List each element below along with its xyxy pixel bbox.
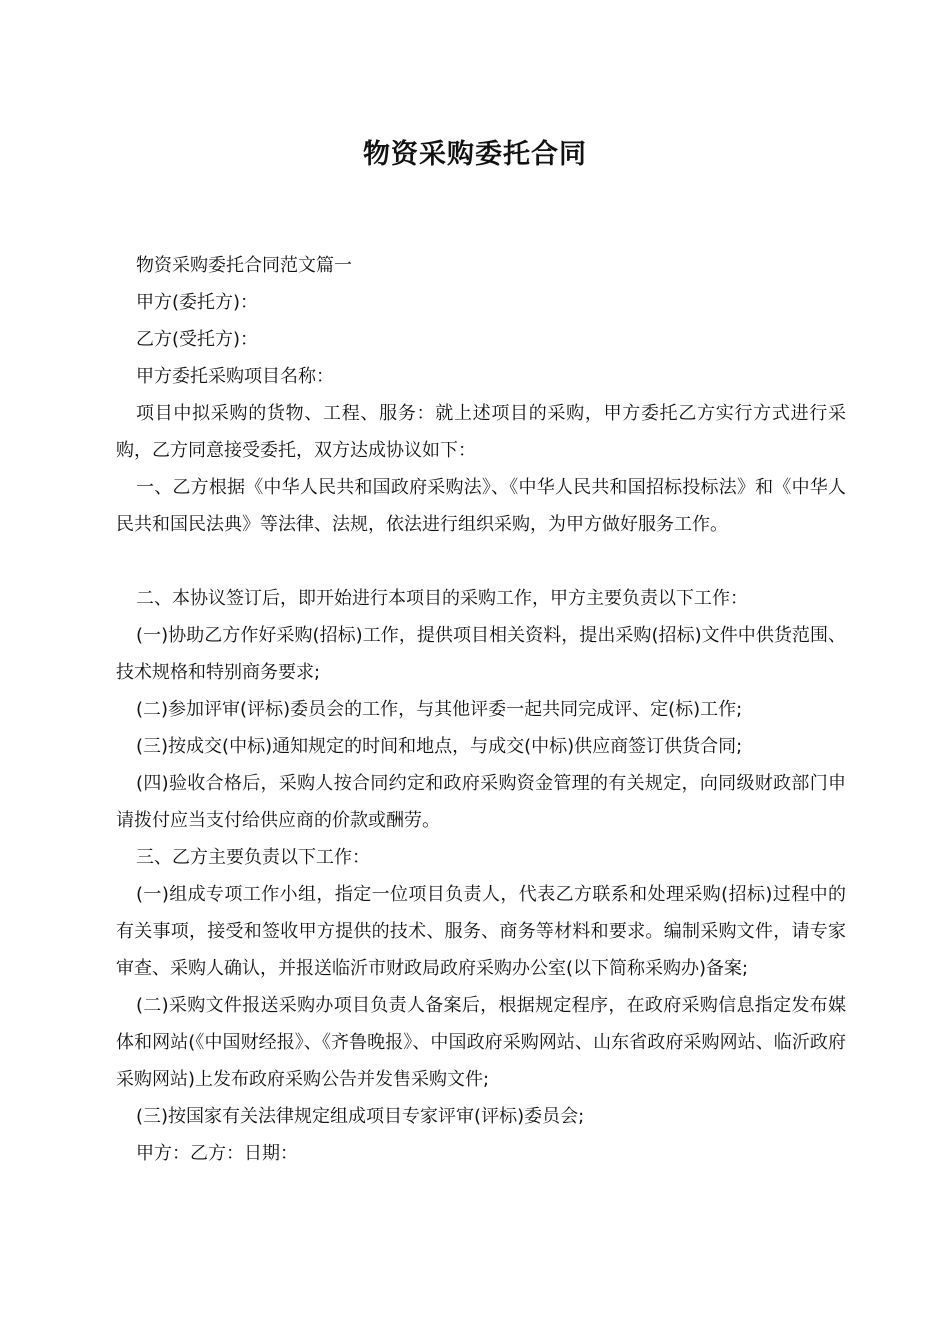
paragraph-heading: 物资采购委托合同范文篇一 xyxy=(136,255,352,276)
document-body xyxy=(116,247,846,1172)
paragraph-clause-1: 一、乙方根据《中华人民共和国政府采购法》、《中华人民共和国招标投标法》和《中华人民共和国民法典》等法律、法规，依法进行组织采购，为甲方做好服务工作。 xyxy=(116,477,846,535)
paragraph-signature-line: 甲方：乙方：日期： xyxy=(136,1143,298,1164)
paragraph-clause-2-4: (四)验收合格后，采购人按合同约定和政府采购资金管理的有关规定，向同级财政部门申请拨付应当支付给供应商的价款或酬劳。 xyxy=(116,773,846,831)
paragraph-party-b: 乙方(受托方)： xyxy=(136,329,259,350)
paragraph-intro: 项目中拟采购的货物、工程、服务：就上述项目的采购，甲方委托乙方实行方式进行采购，乙方同意接受委托，双方达成协议如下： xyxy=(116,403,846,461)
paragraph-clause-2-2: (二)参加评审(评标)委员会的工作，与其他评委一起共同完成评、定(标)工作; xyxy=(136,699,743,720)
paragraph-clause-2-3: (三)按成交(中标)通知规定的时间和地点，与成交(中标)供应商签订供货合同; xyxy=(136,736,743,757)
paragraph-clause-3: 三、乙方主要负责以下工作： xyxy=(136,847,370,868)
paragraph-clause-3-3: (三)按国家有关法律规定组成项目专家评审(评标)委员会; xyxy=(136,1106,585,1127)
paragraph-clause-3-1: (一)组成专项工作小组，指定一位项目负责人，代表乙方联系和处理采购(招标)过程中的有关事项，接受和签收甲方提供的技术、服务、商务等材料和要求。编制采购文件，请专家审查、采购人确认，并报送临沂市财政局政府采购办公室(以下简称采购办)备案; xyxy=(116,884,846,979)
paragraph-clause-2: 二、本协议签订后，即开始进行本项目的采购工作，甲方主要负责以下工作： xyxy=(136,588,748,609)
paragraph-project-name: 甲方委托采购项目名称： xyxy=(136,366,334,387)
document-title: 物资采购委托合同 xyxy=(363,139,587,170)
paragraph-clause-2-1: (一)协助乙方作好采购(招标)工作，提供项目相关资料，提出采购(招标)文件中供货范围、技术规格和特别商务要求; xyxy=(116,625,846,683)
paragraph-party-a: 甲方(委托方)： xyxy=(136,292,259,313)
paragraph-clause-3-2: (二)采购文件报送采购办项目负责人备案后，根据规定程序，在政府采购信息指定发布媒体和网站(《中国财经报》、《齐鲁晚报》、中国政府采购网站、山东省政府采购网站、临沂政府采购网站)上发布政府采购公告并发售采购文件; xyxy=(116,995,846,1090)
